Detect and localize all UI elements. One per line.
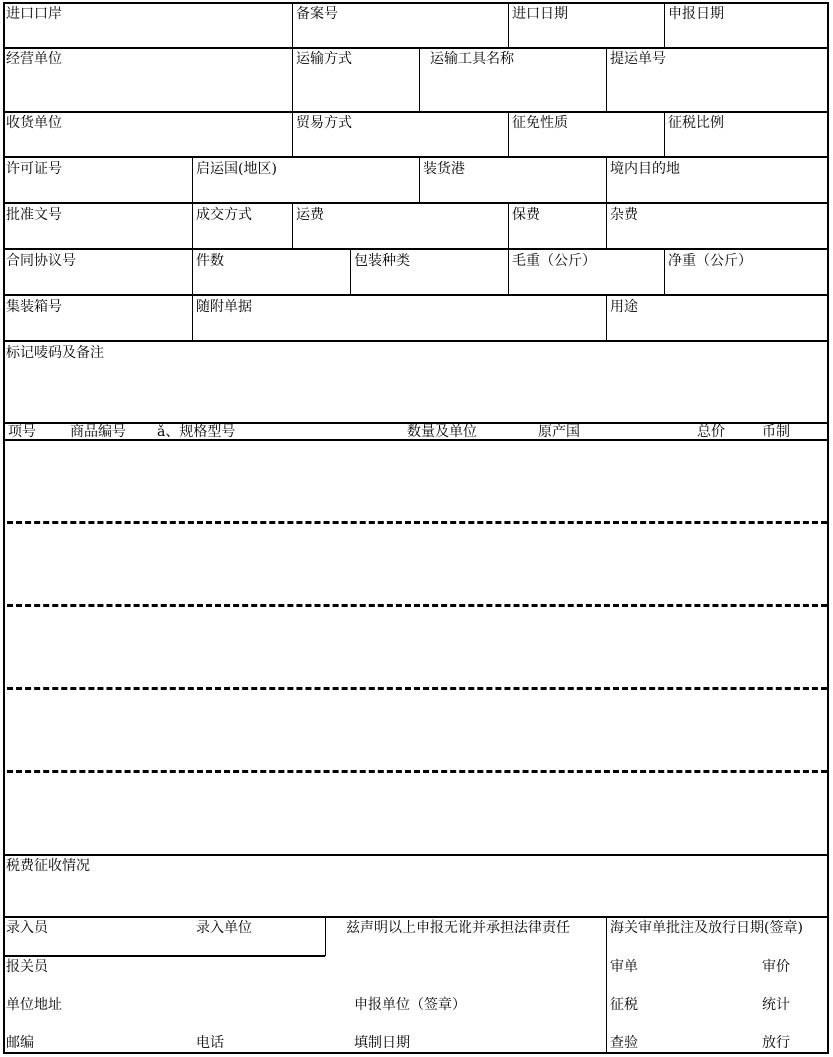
transport-tool-name-label: 运输工具名称 — [430, 51, 514, 67]
gross-weight-label: 毛重（公斤） — [512, 253, 596, 269]
item-no-header: 项号 — [8, 424, 36, 440]
col-divider — [192, 295, 193, 341]
taxation-label: 征税 — [610, 997, 638, 1013]
col-divider — [292, 48, 293, 112]
inspection-label: 查验 — [610, 1035, 638, 1051]
phone-label: 电话 — [196, 1035, 224, 1051]
insurance-label: 保费 — [512, 207, 540, 223]
col-divider — [664, 249, 665, 295]
row-divider-7 — [3, 340, 829, 342]
col-divider — [664, 112, 665, 157]
postcode-label: 邮编 — [6, 1035, 34, 1051]
currency-header: 币制 — [762, 424, 790, 440]
col-divider — [606, 157, 607, 203]
declare-date-field[interactable] — [666, 24, 826, 46]
import-date-label: 进口日期 — [512, 6, 568, 22]
valuation-label: 审价 — [762, 959, 790, 975]
packages-label: 件数 — [196, 253, 224, 269]
col-divider — [292, 112, 293, 157]
col-divider — [606, 917, 607, 1053]
col-divider — [508, 2, 509, 48]
goods-row-1[interactable] — [5, 442, 826, 518]
col-divider — [419, 157, 420, 203]
row-divider-2 — [3, 111, 829, 113]
row-divider-3 — [3, 156, 829, 158]
col-divider — [192, 203, 193, 249]
import-port-field[interactable] — [5, 24, 291, 46]
goods-separator-2 — [7, 604, 827, 607]
col-divider — [664, 2, 665, 48]
row-divider-5 — [3, 248, 829, 250]
customs-import-declaration-form — [3, 2, 829, 1054]
declaration-statement: 兹声明以上申报无讹并承担法律责任 — [346, 920, 570, 936]
col-divider — [508, 112, 509, 157]
marks-remarks-field[interactable] — [5, 362, 826, 420]
loading-port-label: 装货港 — [423, 161, 465, 177]
declaring-unit-label: 申报单位（签章） — [354, 997, 466, 1013]
consignee-unit-label: 收货单位 — [6, 115, 62, 131]
row-divider-4 — [3, 202, 829, 204]
usage-label: 用途 — [610, 299, 638, 315]
entry-unit-label: 录入单位 — [196, 920, 252, 936]
col-divider — [508, 249, 509, 295]
col-divider — [419, 48, 420, 112]
tax-section-bottom — [3, 916, 829, 918]
goods-row-5[interactable] — [5, 775, 826, 852]
col-divider — [350, 249, 351, 295]
row-divider-6 — [3, 294, 829, 296]
goods-row-2[interactable] — [5, 526, 826, 602]
col-divider — [192, 157, 193, 203]
goods-area-bottom — [3, 854, 829, 856]
border-top — [3, 2, 829, 4]
col-divider — [192, 249, 193, 295]
goods-separator-3 — [7, 687, 827, 690]
trade-mode-label: 贸易方式 — [296, 115, 352, 131]
tax-collection-label: 税费征收情况 — [6, 858, 90, 874]
customs-approval-label: 海关审单批注及放行日期(签章) — [610, 920, 803, 936]
domestic-destination-label: 境内目的地 — [610, 161, 680, 177]
origin-country-label: 启运国(地区) — [196, 161, 277, 177]
goods-separator-4 — [7, 770, 827, 773]
misc-fee-label: 杂费 — [610, 207, 638, 223]
approval-no-label: 批准文号 — [6, 207, 62, 223]
attached-docs-label: 随附单据 — [196, 299, 252, 315]
transaction-mode-label: 成交方式 — [196, 207, 252, 223]
broker-label: 报关员 — [6, 959, 48, 975]
col-divider — [508, 203, 509, 249]
net-weight-label: 净重（公斤） — [668, 253, 752, 269]
col-divider — [292, 2, 293, 48]
marks-remarks-label: 标记唛码及备注 — [6, 345, 104, 361]
col-divider — [606, 295, 607, 341]
col-divider — [606, 48, 607, 112]
operating-unit-label: 经营单位 — [6, 51, 62, 67]
statistics-label: 统计 — [762, 997, 790, 1013]
row-divider-1 — [3, 47, 829, 49]
total-price-header: 总价 — [697, 424, 725, 440]
exemption-nature-label: 征免性质 — [512, 115, 568, 131]
transport-mode-label: 运输方式 — [296, 51, 352, 67]
border-bottom — [3, 1052, 829, 1054]
entry-clerk-label: 录入员 — [6, 920, 48, 936]
review-label: 审单 — [610, 959, 638, 975]
goods-row-3[interactable] — [5, 609, 826, 685]
origin-header: 原产国 — [538, 424, 580, 440]
contract-no-label: 合同协议号 — [6, 253, 76, 269]
license-no-label: 许可证号 — [6, 161, 62, 177]
goods-row-4[interactable] — [5, 692, 826, 768]
col-divider — [606, 203, 607, 249]
release-label: 放行 — [762, 1035, 790, 1051]
col-divider — [325, 917, 326, 956]
declare-date-label: 申报日期 — [668, 6, 724, 22]
package-type-label: 包装种类 — [354, 253, 410, 269]
col-divider — [292, 203, 293, 249]
bill-of-lading-label: 提运单号 — [610, 51, 666, 67]
entry-row-bottom — [3, 955, 325, 957]
tax-ratio-label: 征税比例 — [668, 115, 724, 131]
import-port-label: 进口口岸 — [6, 6, 62, 22]
fill-date-label: 填制日期 — [354, 1035, 410, 1051]
freight-label: 运费 — [296, 207, 324, 223]
container-no-label: 集装箱号 — [6, 299, 62, 315]
tax-collection-field[interactable] — [5, 876, 826, 914]
border-right — [827, 2, 829, 1054]
unit-address-label: 单位地址 — [6, 997, 62, 1013]
record-no-field[interactable] — [294, 24, 507, 46]
goods-separator-1 — [7, 521, 827, 524]
quantity-unit-header: 数量及单位 — [407, 424, 477, 440]
record-no-label: 备案号 — [296, 6, 338, 22]
import-date-field[interactable] — [510, 24, 663, 46]
name-spec-header: ǎ、规格型号 — [157, 424, 236, 440]
commodity-code-header: 商品编号 — [70, 424, 126, 440]
